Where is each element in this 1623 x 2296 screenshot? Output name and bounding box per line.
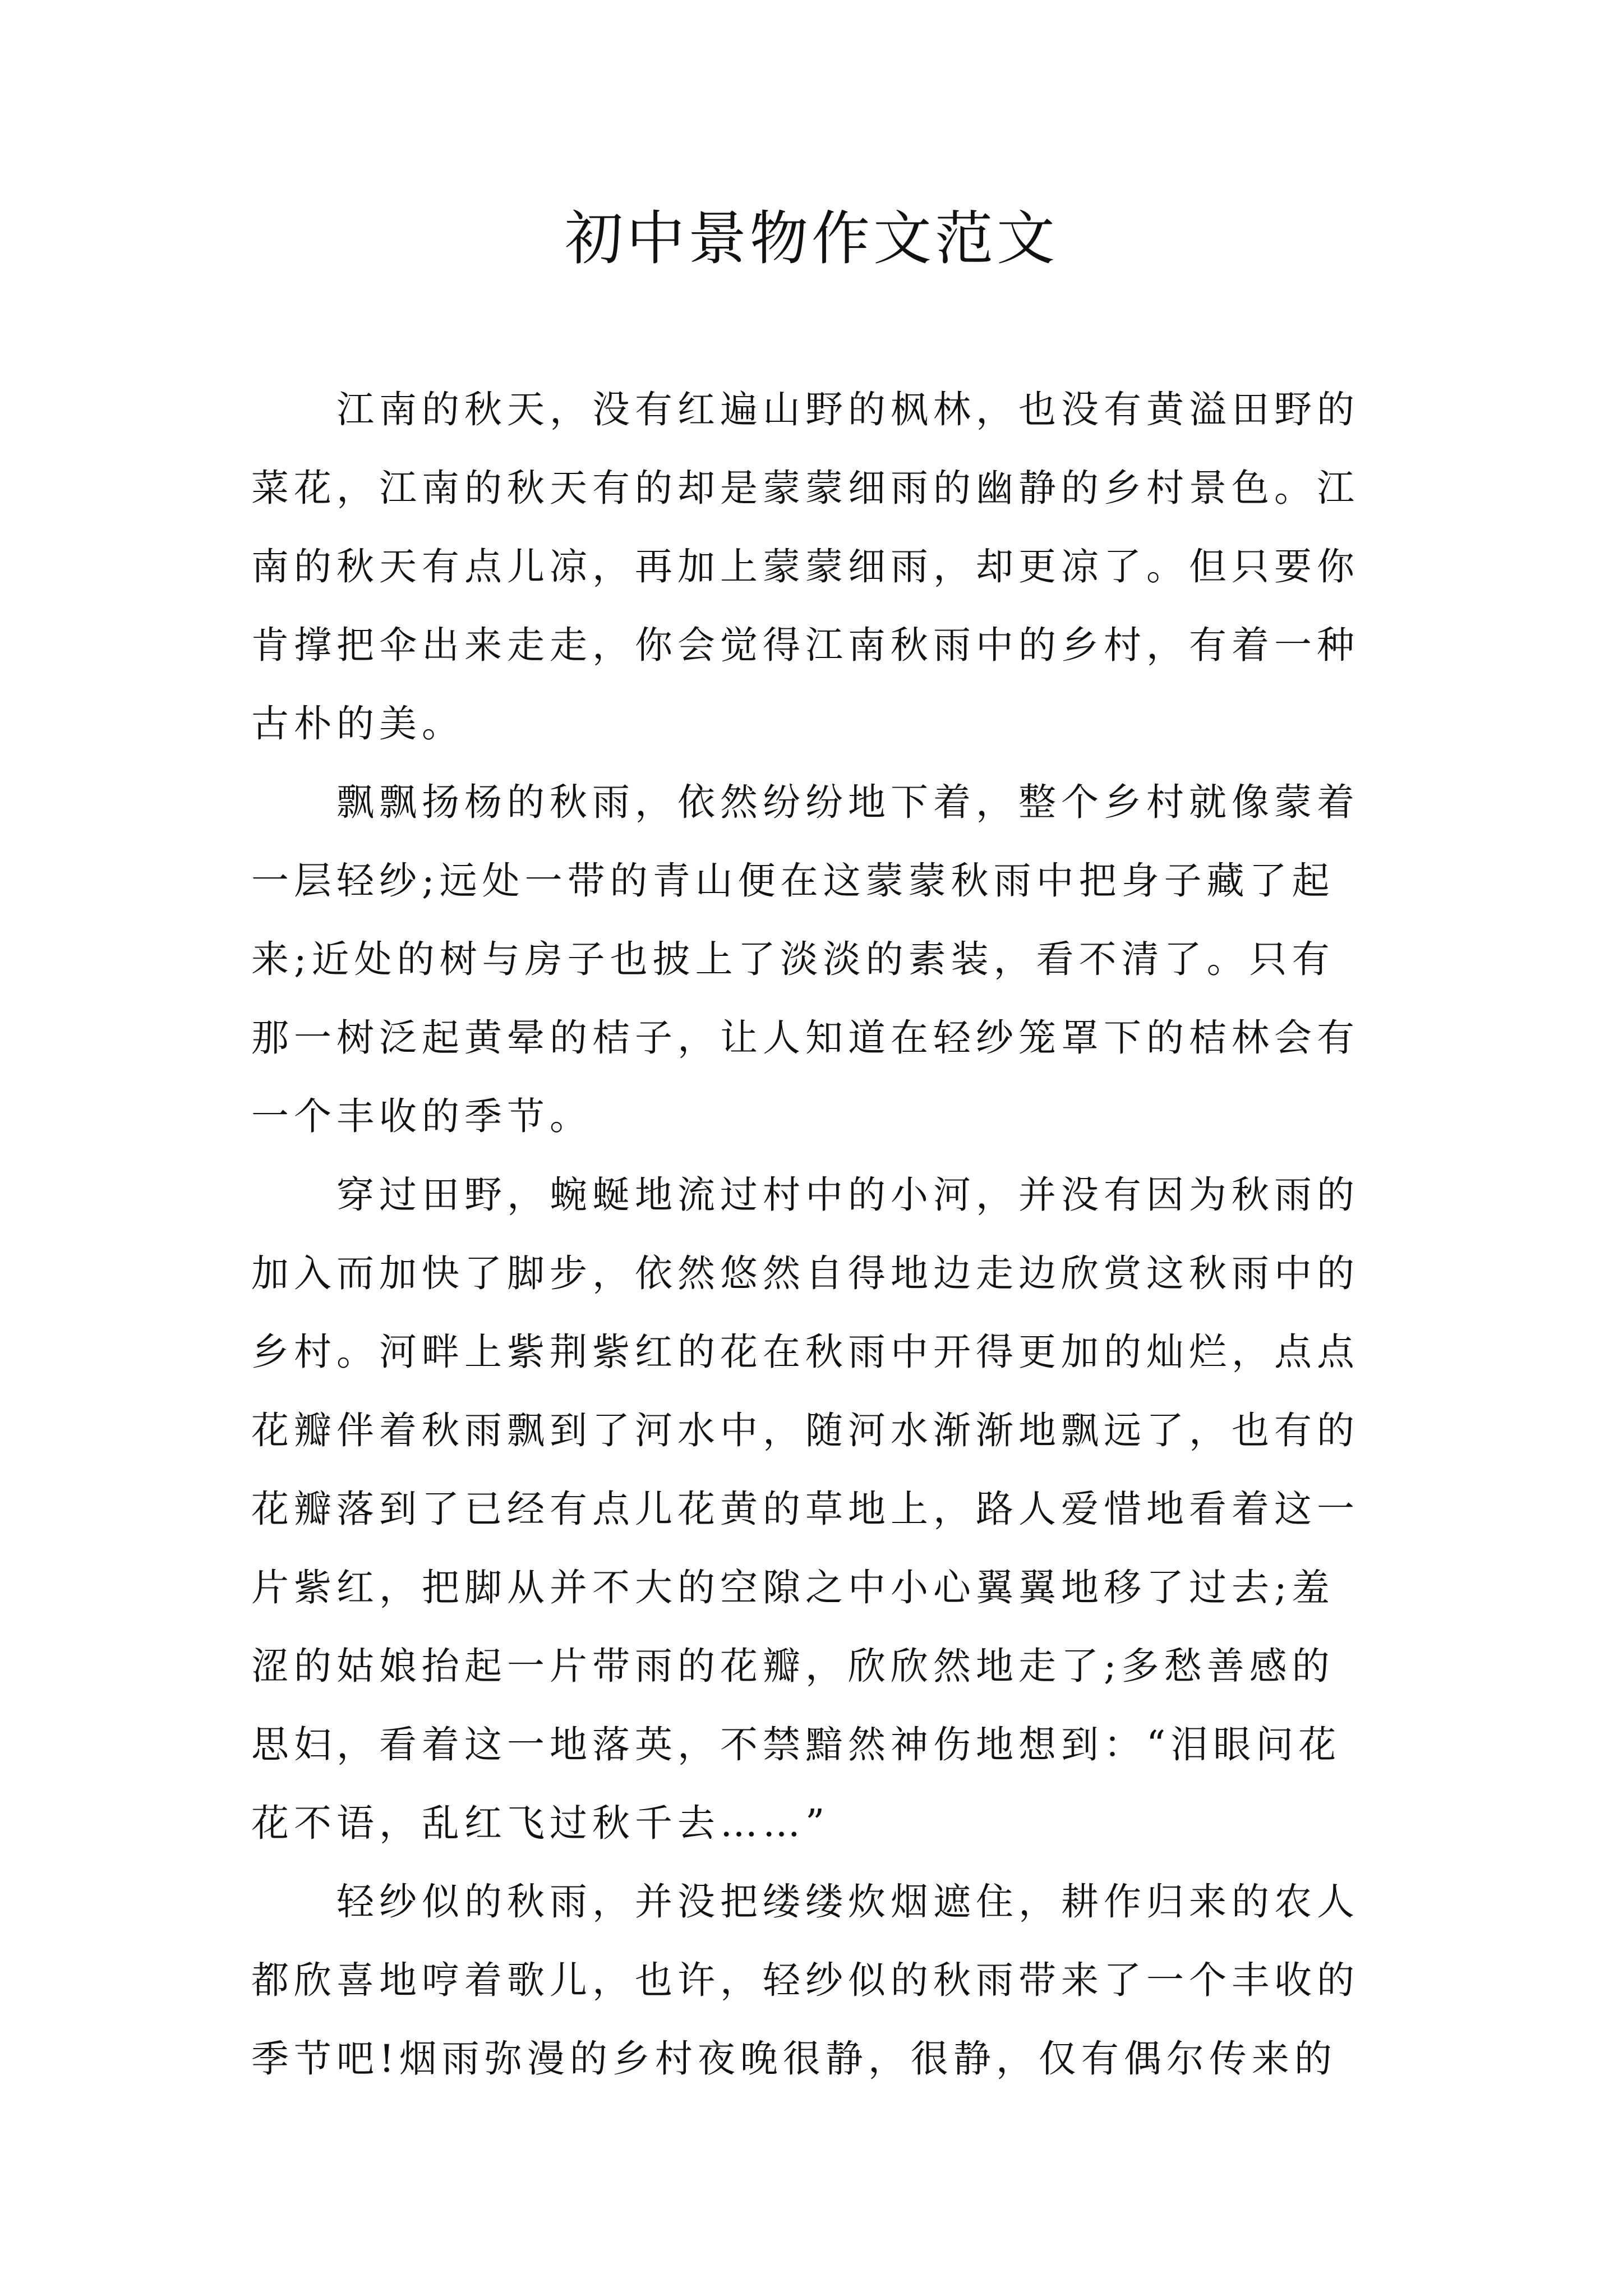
document-body xyxy=(251,370,1378,2098)
text-line: 来;近处的树与房子也披上了淡淡的素装，看不清了。只有 xyxy=(251,937,1335,981)
text-line: 加入而加快了脚步，依然悠然自得地边走边欣赏这秋雨中的 xyxy=(251,1251,1359,1295)
text-line: 古朴的美。 xyxy=(251,702,464,746)
paragraph xyxy=(251,1862,1378,2098)
text-line: 肯撑把伞出来走走，你会觉得江南秋雨中的乡村，有着一种 xyxy=(251,623,1359,667)
text-line: 穿过田野，蜿蜒地流过村中的小河，并没有因为秋雨的 xyxy=(336,1173,1359,1217)
text-line: 飘飘扬杨的秋雨，依然纷纷地下着，整个乡村就像蒙着 xyxy=(336,780,1359,824)
paragraph xyxy=(251,370,1378,763)
text-line: 一个丰收的季节。 xyxy=(251,1094,592,1138)
text-line: 涩的姑娘抬起一片带雨的花瓣，欣欣然地走了;多愁善感的 xyxy=(251,1644,1335,1688)
text-line: 南的秋天有点儿凉，再加上蒙蒙细雨，却更凉了。但只要你 xyxy=(251,545,1359,588)
text-line: 花瓣落到了已经有点儿花黄的草地上，路人爱惜地看着这一 xyxy=(251,1487,1359,1531)
text-line: 都欣喜地哼着歌儿，也许，轻纱似的秋雨带来了一个丰收的 xyxy=(251,1958,1359,2002)
text-line: 季节吧!烟雨弥漫的乡村夜晚很静，很静，仅有偶尔传来的 xyxy=(251,2037,1337,2081)
text-line: 花不语，乱红飞过秋千去……” xyxy=(251,1801,830,1845)
text-line: 思妇，看着这一地落英，不禁黯然神伤地想到：“泪眼问花 xyxy=(251,1723,1341,1766)
paragraph xyxy=(251,763,1378,1156)
text-line: 一层轻纱;远处一带的青山便在这蒙蒙秋雨中把身子藏了起 xyxy=(251,859,1335,903)
text-line: 花瓣伴着秋雨飘到了河水中，随河水渐渐地飘远了，也有的 xyxy=(251,1409,1359,1452)
text-line: 菜花，江南的秋天有的却是蒙蒙细雨的幽静的乡村景色。江 xyxy=(251,466,1359,510)
text-line: 乡村。河畔上紫荆紫红的花在秋雨中开得更加的灿烂，点点 xyxy=(251,1330,1359,1374)
text-line: 轻纱似的秋雨，并没把缕缕炊烟遮住，耕作归来的农人 xyxy=(336,1880,1359,1924)
document-title: 初中景物作文范文 xyxy=(564,204,1058,273)
text-line: 江南的秋天，没有红遍山野的枫林，也没有黄溢田野的 xyxy=(336,388,1359,431)
text-line: 片紫红，把脚从并不大的空隙之中小心翼翼地移了过去;羞 xyxy=(251,1566,1335,1609)
text-line: 那一树泛起黄晕的桔子，让人知道在轻纱笼罩下的桔林会有 xyxy=(251,1016,1359,1060)
paragraph xyxy=(251,1156,1378,1862)
